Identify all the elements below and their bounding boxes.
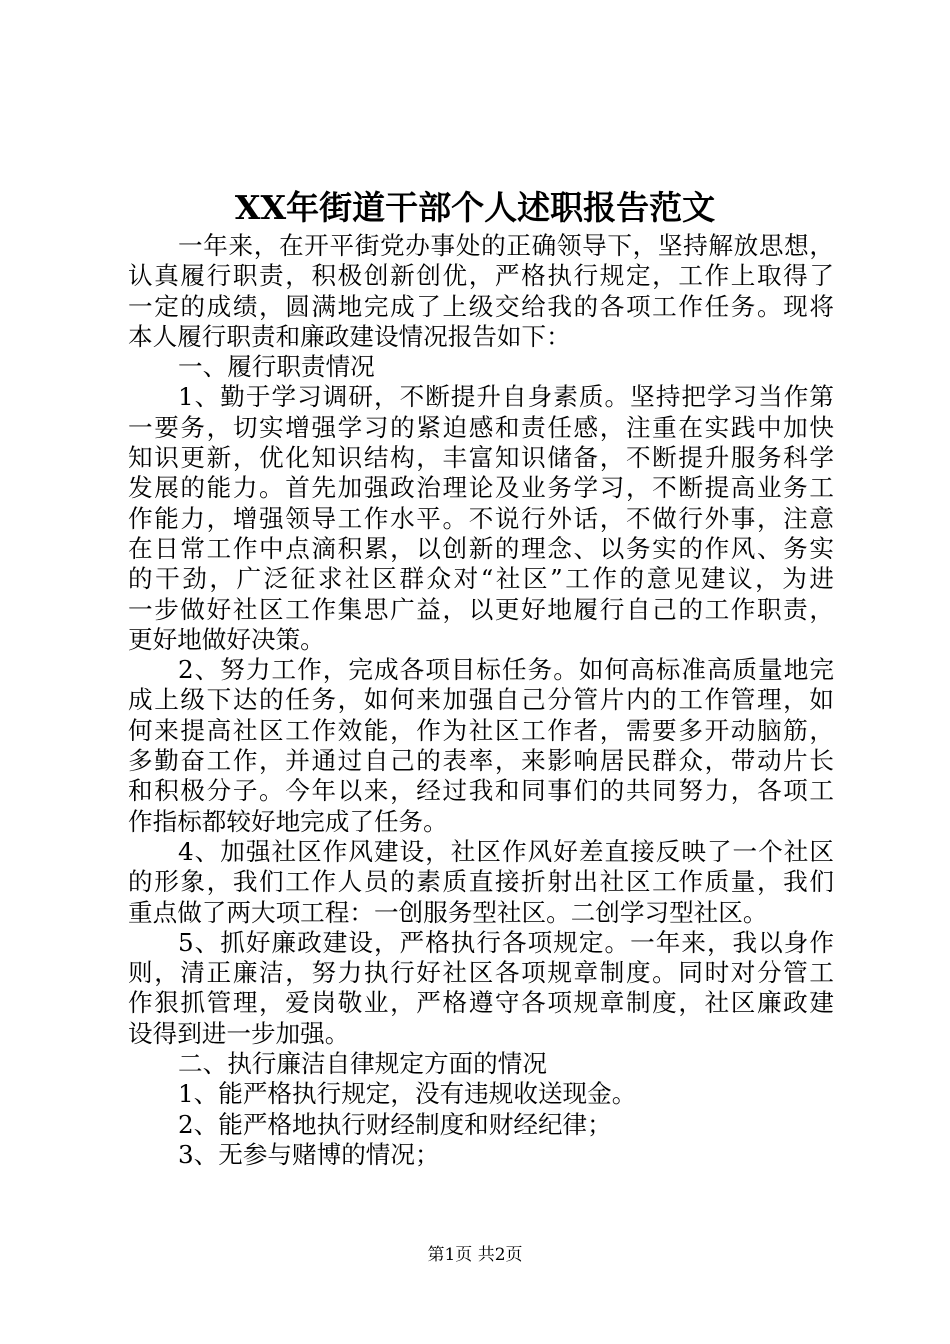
text-line: 5、抓好廉政建设，严格执行各项规定。一年来，我以身作 [178,927,834,957]
text-line: 一、履行职责情况 [178,352,375,382]
text-line: 重点做了两大项工程：一创服务型社区。二创学习型社区。 [128,897,768,927]
text-line: 多勤奋工作，并通过自己的表率，来影响居民群众，带动片长 [128,746,834,776]
text-line: 3、无参与赌博的情况； [178,1139,440,1169]
text-line: 4、加强社区作风建设，社区作风好差直接反映了一个社区 [178,836,834,866]
text-line: 设得到进一步加强。 [128,1018,350,1048]
text-line: 则，清正廉洁，努力执行好社区各项规章制度。同时对分管工 [128,958,834,988]
text-line: 作狠抓管理，爱岗敬业，严格遵守各项规章制度，社区廉政建 [128,988,834,1018]
page-footer: 第1页 共2页 [427,1245,523,1265]
text-line: 1、勤于学习调研，不断提升自身素质。坚持把学习当作第 [178,382,834,412]
text-line: 一步做好社区工作集思广益，以更好地履行自己的工作职责， [128,594,834,624]
report-body [128,231,834,1170]
text-line: 作指标都较好地完成了任务。 [128,806,448,836]
text-line: 的干劲，广泛征求社区群众对“社区”工作的意见建议，为进 [128,564,834,594]
text-line: 1、能严格执行规定，没有违规收送现金。 [178,1079,637,1109]
text-line: 在日常工作中点滴积累，以创新的理念、以务实的作风、务实 [128,533,834,563]
text-line: 本人履行职责和廉政建设情况报告如下： [128,321,571,351]
text-line: 作能力，增强领导工作水平。不说行外话，不做行外事，注意 [128,503,834,533]
text-line: 何来提高社区工作效能，作为社区工作者，需要多开动脑筋， [128,715,834,745]
text-line: 一年来，在开平街党办事处的正确领导下，坚持解放思想， [178,231,834,260]
page-title: XX年街道干部个人述职报告范文 [234,188,716,227]
text-line: 2、努力工作，完成各项目标任务。如何高标准高质量地完 [178,655,834,685]
text-line: 认真履行职责，积极创新创优，严格执行规定，工作上取得了 [128,261,834,291]
text-line: 二、执行廉洁自律规定方面的情况 [178,1049,547,1079]
text-line: 和积极分子。今年以来，经过我和同事们的共同努力，各项工 [128,776,834,806]
text-line: 更好地做好决策。 [128,624,325,654]
text-line: 2、能严格地执行财经制度和财经纪律； [178,1109,612,1139]
text-line: 的形象，我们工作人员的素质直接折射出社区工作质量，我们 [128,867,834,897]
text-line: 发展的能力。首先加强政治理论及业务学习，不断提高业务工 [128,473,834,503]
text-line: 一定的成绩，圆满地完成了上级交给我的各项工作任务。现将 [128,291,834,321]
text-line: 成上级下达的任务，如何来加强自己分管片内的工作管理，如 [128,685,834,715]
text-line: 知识更新，优化知识结构，丰富知识储备，不断提升服务科学 [128,443,834,473]
text-line: 一要务，切实增强学习的紧迫感和责任感，注重在实践中加快 [128,412,834,442]
